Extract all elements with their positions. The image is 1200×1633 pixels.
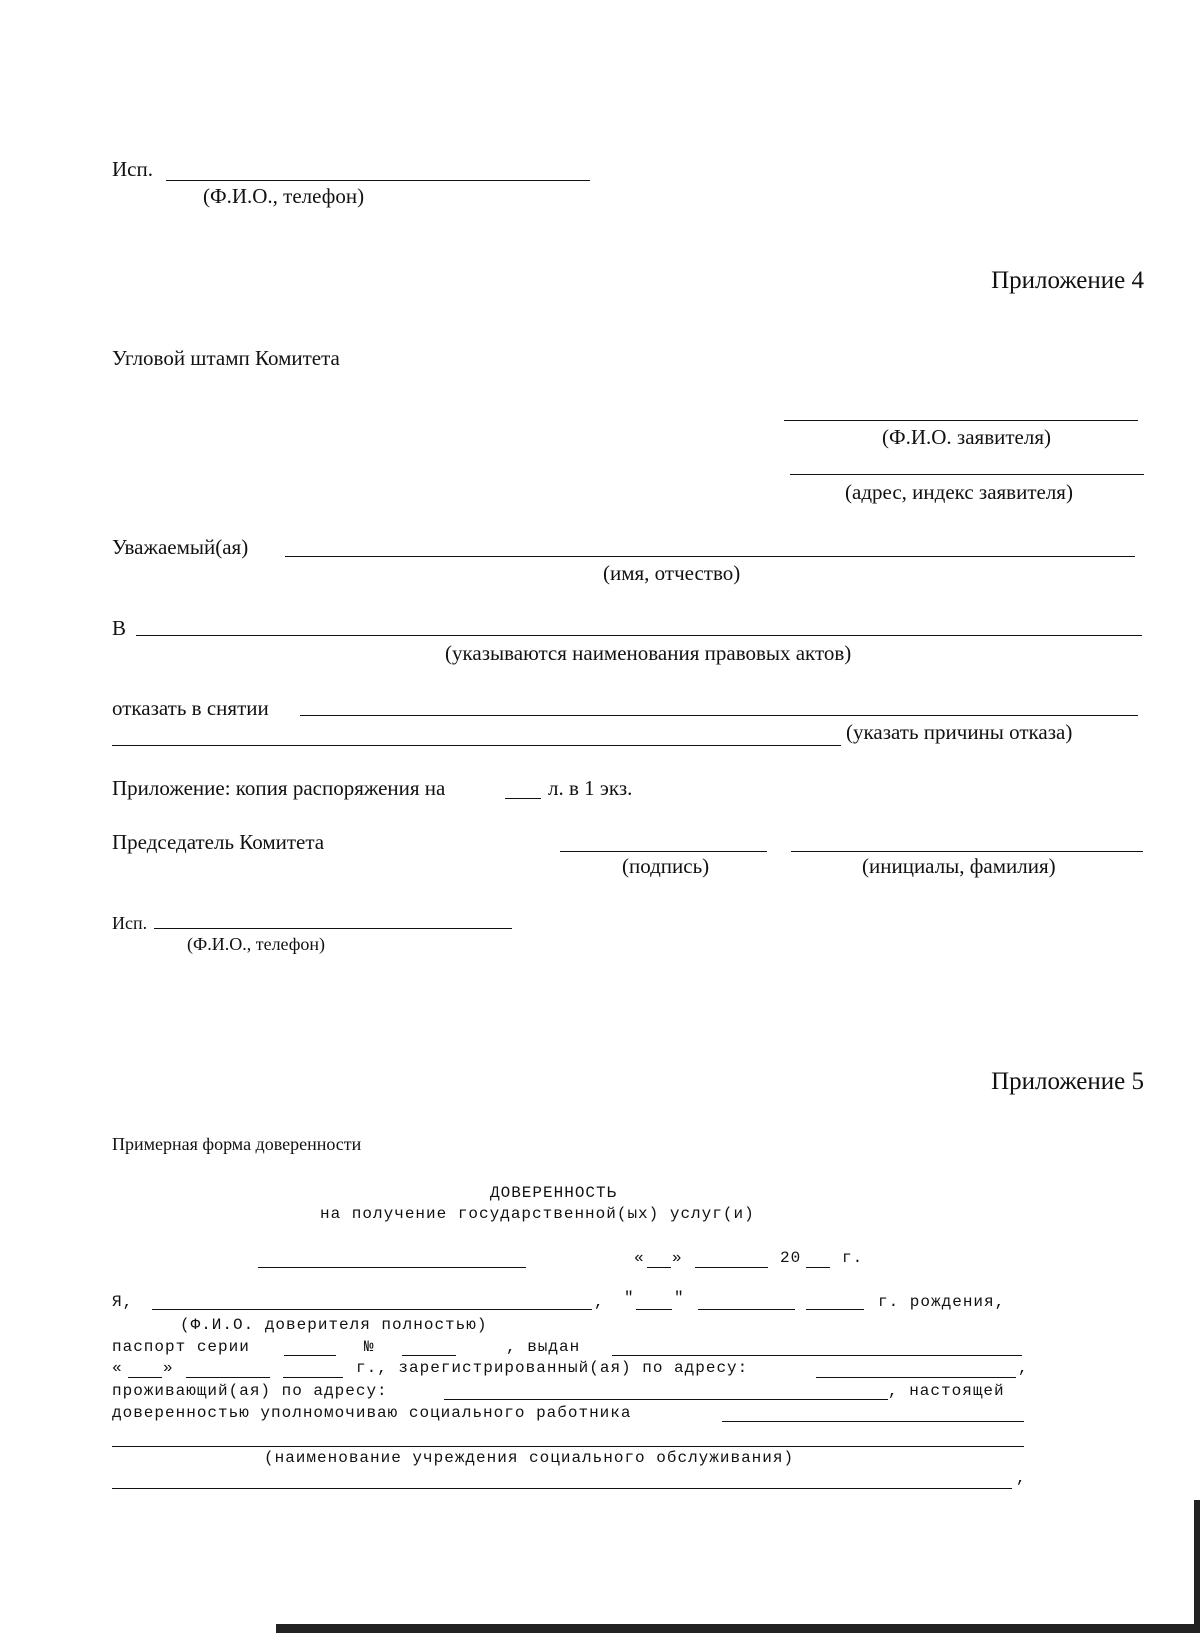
dear-label: Уважаемый(ая) — [112, 535, 249, 559]
scan-right-edge — [1194, 1500, 1200, 1633]
doc-subtitle: на получение государственной(ых) услуг(и) — [320, 1205, 755, 1223]
initials-caption: (инициалы, фамилия) — [862, 854, 1056, 878]
institution-line — [112, 1488, 1012, 1489]
executor-caption: (Ф.И.О., телефон) — [203, 184, 365, 208]
birth-suffix: г. рождения, — [878, 1293, 1006, 1311]
birth-day-line — [636, 1309, 672, 1310]
executor-label: Исп. — [112, 157, 153, 181]
social-worker-line-2 — [112, 1446, 1024, 1447]
form-title: Примерная форма доверенности — [112, 1134, 362, 1154]
hereby-label: , настоящей — [888, 1382, 1005, 1400]
registered-address-line — [816, 1377, 1016, 1378]
authorize-label: доверенностью уполномочиваю социального работника — [112, 1404, 632, 1422]
passport-series-line — [284, 1355, 336, 1356]
annex-5-title: Приложение 5 — [991, 1068, 1144, 1095]
principal-caption: (Ф.И.О. доверителя полностью) — [180, 1316, 488, 1334]
date-close-quote: » — [672, 1249, 683, 1267]
registered-label: г., зарегистрированный(ая) по адресу: — [356, 1359, 749, 1377]
date-year-line — [806, 1267, 830, 1268]
chairman-label: Председатель Комитета — [112, 830, 325, 854]
place-line — [258, 1267, 526, 1268]
refuse-line-1 — [300, 715, 1138, 716]
date-year-prefix: 20 — [780, 1249, 802, 1267]
in-label: В — [112, 616, 127, 640]
passport-series-label: паспорт серии — [112, 1338, 250, 1356]
date-day-line — [647, 1267, 671, 1268]
principal-name-line — [152, 1309, 592, 1310]
dear-caption: (имя, отчество) — [603, 561, 741, 585]
social-worker-line — [722, 1421, 1024, 1422]
attachment-prefix: Приложение: копия распоряжения на — [112, 776, 446, 800]
annex4-executor-caption: (Ф.И.О., телефон) — [187, 934, 326, 954]
living-address-line — [444, 1399, 888, 1400]
issue-close-quote: » — [163, 1359, 174, 1377]
annex4-executor-line — [154, 928, 512, 929]
initials-line — [791, 851, 1143, 852]
refuse-caption: (указать причины отказа) — [846, 720, 1073, 744]
refuse-label: отказать в снятии — [112, 696, 269, 720]
issue-day-line — [128, 1377, 162, 1378]
in-caption: (указываются наименования правовых актов) — [445, 641, 852, 665]
scan-bottom-edge — [276, 1624, 1200, 1633]
end-comma: , — [1016, 1469, 1027, 1487]
applicant-name-line — [784, 420, 1138, 421]
issue-open-quote: « — [112, 1359, 123, 1377]
principal-comma: , — [594, 1293, 605, 1311]
i-label: Я, — [112, 1293, 134, 1311]
in-line — [136, 635, 1142, 636]
institution-caption: (наименование учреждения социального обслуживания) — [264, 1449, 795, 1467]
signature-line — [560, 851, 767, 852]
birth-year-line — [806, 1309, 864, 1310]
executor-line — [166, 180, 590, 181]
birth-month-line — [698, 1309, 795, 1310]
registered-comma: , — [1018, 1359, 1029, 1377]
corner-stamp-label: Угловой штамп Комитета — [112, 346, 340, 370]
birth-open-quote: " — [624, 1289, 635, 1307]
living-label: проживающий(ая) по адресу: — [112, 1382, 388, 1400]
attachment-sheets-line — [505, 798, 541, 799]
birth-close-quote: " — [674, 1289, 685, 1307]
annex-4-title: Приложение 4 — [991, 267, 1144, 294]
issue-year-line — [283, 1377, 343, 1378]
date-year-suffix: г. — [842, 1249, 864, 1267]
passport-number-line — [402, 1355, 456, 1356]
date-open-quote: « — [634, 1249, 645, 1267]
passport-number-label: № — [364, 1338, 375, 1356]
doc-title: ДОВЕРЕННОСТЬ — [490, 1184, 618, 1202]
refuse-line-2 — [112, 745, 841, 746]
dear-line — [285, 556, 1135, 557]
annex4-executor-label: Исп. — [112, 913, 148, 933]
issued-by-label: , выдан — [506, 1338, 581, 1356]
applicant-name-caption: (Ф.И.О. заявителя) — [882, 425, 1051, 449]
signature-caption: (подпись) — [622, 854, 710, 878]
attachment-suffix: л. в 1 экз. — [548, 776, 633, 800]
applicant-address-caption: (адрес, индекс заявителя) — [845, 480, 1073, 504]
issue-month-line — [186, 1377, 270, 1378]
applicant-address-line — [790, 474, 1144, 475]
issued-by-line — [612, 1355, 1022, 1356]
date-month-line — [695, 1267, 768, 1268]
